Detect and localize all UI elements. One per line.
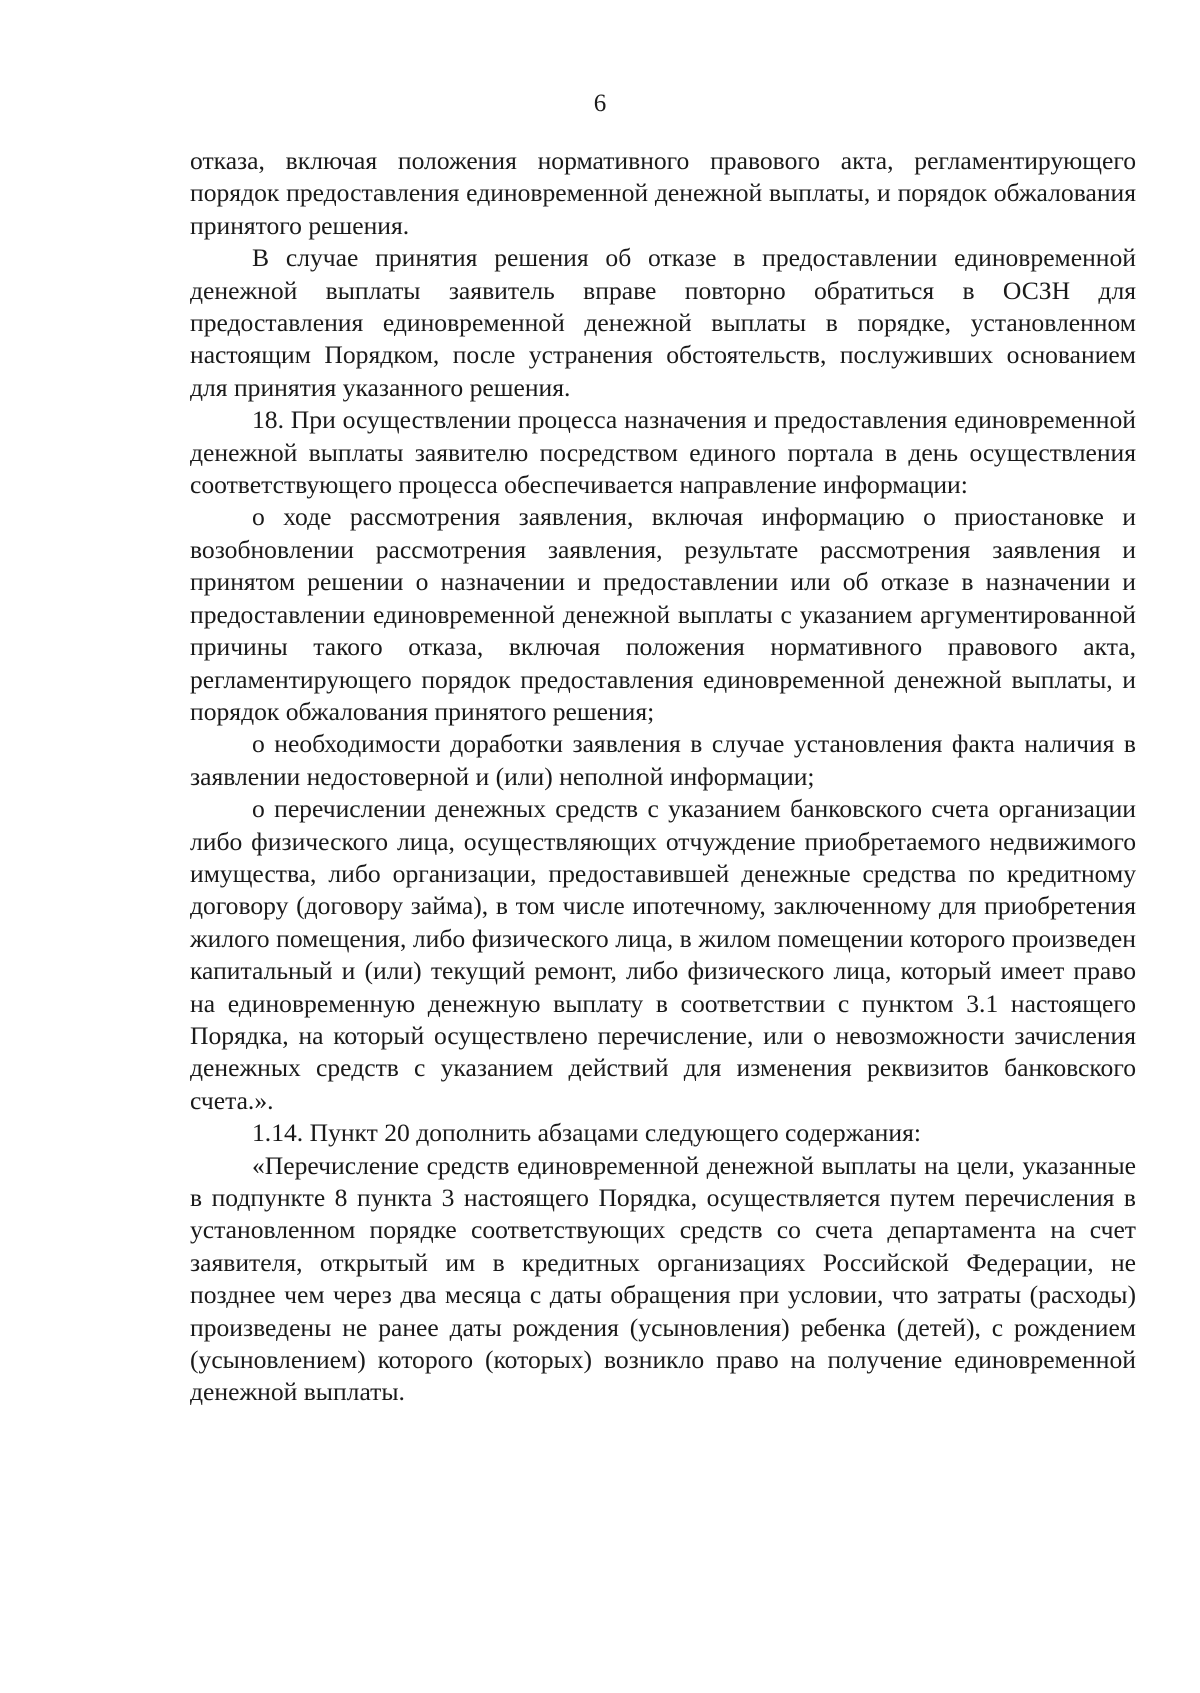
paragraph-transfer-terms: «Перечисление средств единовременной денежной выплаты на цели, указанные в подпункте 8 пункта 3 настоящего Порядка, осуществляется путем перечисления в установленном порядке соответствующих средств со счета департамента на счет заявителя, открытый им в кредитных организациях Российской Федерации, не позднее чем через два месяца с даты обращения при условии, что затраты (расходы) произведены не ранее даты рождения (усыновления) ребенка (детей), с рождением (усыновлением) которого (которых) возникло право на получение единовременной денежной выплаты. xyxy=(190,1150,1136,1407)
page-number: 6 xyxy=(593,90,607,117)
document-body xyxy=(190,145,1136,1409)
paragraph-continuation: отказа, включая положения нормативного правового акта, регламентирующего порядок предоставления единовременной денежной выплаты, и порядок обжалования принятого решения. xyxy=(190,146,1136,240)
paragraph-refusal-reapply: В случае принятия решения об отказе в предоставлении единовременной денежной выплаты заявитель вправе повторно обратиться в ОСЗН для предоставления единовременной денежной выплаты в порядке, установленном настоящим Порядком, после устранения обстоятельств, послуживших основанием для принятия указанного решения. xyxy=(190,243,1136,402)
paragraph-revision-needed: о необходимости доработки заявления в случае установления факта наличия в заявлении недостоверной и (или) неполной информации; xyxy=(190,729,1136,791)
paragraph-item-18: 18. При осуществлении процесса назначения и предоставления единовременной денежной выплаты заявителю посредством единого портала в день осуществления соответствующего процесса обеспечивается направление информации: xyxy=(190,405,1136,500)
paragraph-review-progress: о ходе рассмотрения заявления, включая информацию о приостановке и возобновлении рассмотрения заявления, результате рассмотрения заявления и принятом решении о назначении и предоставлении или об отказе в назначении и предоставлении единовременной денежной выплаты с указанием аргументированной причины такого отказа, включая положения нормативного правового акта, регламентирующего порядок предоставления единовременной денежной выплаты, и порядок обжалования принятого решения; xyxy=(190,502,1136,726)
paragraph-funds-transfer: о перечислении денежных средств с указанием банковского счета организации либо физического лица, осуществляющих отчуждение приобретаемого недвижимого имущества, либо организации, предоставившей денежные средства по кредитному договору (договору займа), в том числе ипотечному, заключенному для приобретения жилого помещения, либо физического лица, в жилом помещении которого произведен капитальный и (или) текущий ремонт, либо физического лица, который имеет право на единовременную денежную выплату в соответствии с пунктом 3.1 настоящего Порядка, на который осуществлено перечисление, или о невозможности зачисления денежных средств с указанием действий для изменения реквизитов банковского счета.». xyxy=(190,794,1136,1115)
paragraph-item-1-14: 1.14. Пункт 20 дополнить абзацами следующего содержания: xyxy=(252,1118,921,1148)
